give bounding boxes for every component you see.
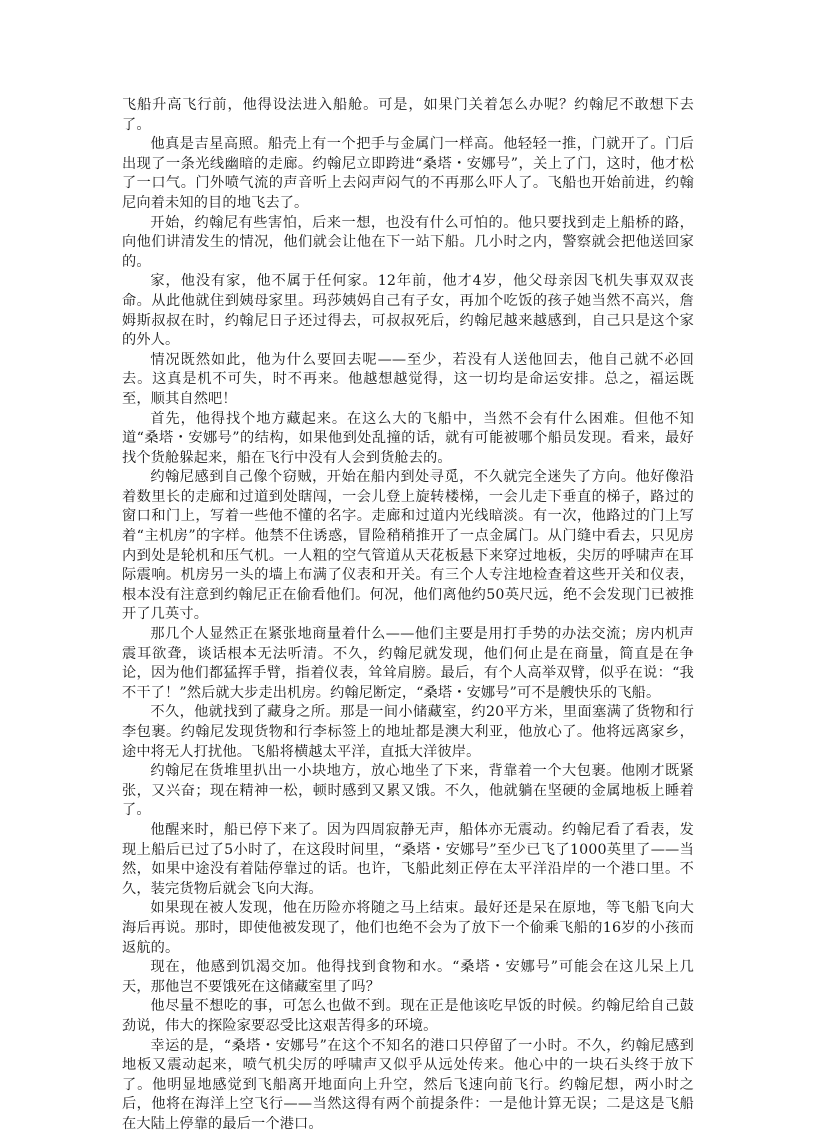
paragraph-5: 情况既然如此，他为什么要回去呢——至少，若没有人送他回去，他自己就不必回去。这真是机不可失，时不再来。他越想越觉得，这一切均是命运安排。总之，福运既至，顺其自然吧！ [122, 351, 694, 410]
paragraph-9: 不久，他就找到了藏身之所。那是一间小储藏室，约20平方米，里面塞满了货物和行李包裹。约翰尼发现货物和行李标签上的地址都是澳大利亚，他放心了。他将远离家乡，途中将无人打扰他。飞船将横越太平洋，直抵大洋彼岸。 [122, 703, 694, 762]
paragraph-3: 开始，约翰尼有些害怕，后来一想，也没有什么可怕的。他只要找到走上船桥的路，向他们讲清发生的情况，他们就会让他在下一站下船。几小时之内，警察就会把他送回家的。 [122, 214, 694, 273]
paragraph-1: 飞船升高飞行前，他得设法进入船舱。可是，如果门关着怎么办呢？约翰尼不敢想下去了。 [122, 96, 694, 135]
paragraph-15: 幸运的是，“桑塔・安娜号”在这个不知名的港口只停留了一小时。不久，约翰尼感到地板又震动起来，喷气机尖厉的呼啸声又似乎从远处传来。他心中的一块石头终于放下了。他明显地感觉到飞船离开地面向上升空，然后飞速向前飞行。约翰尼想，两小时之后，他将在海洋上空飞行——当然这得有两个前提条件：一是他计算无误；二是这是飞船在大陆上停靠的最后一个港口。 [122, 1037, 694, 1134]
paragraph-8: 那几个人显然正在紧张地商量着什么——他们主要是用打手势的办法交流；房内机声震耳欲聋，谈话根本无法听清。不久，约翰尼就发现，他们何止是在商量，简直是在争论，因为他们都猛挥手臂，指着仪表，耸耸肩膀。最后，有个人高举双臂，似乎在说：“我不干了！”然后就大步走出机房。约翰尼断定，“桑塔・安娜号”可不是艘快乐的飞船。 [122, 625, 694, 703]
paragraph-14: 他尽量不想吃的事，可怎么也做不到。现在正是他该吃早饭的时候。约翰尼给自己鼓劲说，伟大的探险家要忍受比这艰苦得多的环境。 [122, 997, 694, 1036]
paragraph-2: 他真是吉星高照。船壳上有一个把手与金属门一样高。他轻轻一推，门就开了。门后出现了一条光线幽暗的走廊。约翰尼立即跨进“桑塔・安娜号”，关上了门，这时，他才松了一口气。门外喷气流的声音听上去闷声闷气的不再那么吓人了。飞船也开始前进，约翰尼向着未知的目的地飞去了。 [122, 135, 694, 213]
paragraph-11: 他醒来时，船已停下来了。因为四周寂静无声，船体亦无震动。约翰尼看了看表，发现上船后已过了5小时了，在这段时间里，“桑塔・安娜号”至少已飞了1000英里了——当然，如果中途没有着陆停靠过的话。也许，飞船此刻正停在太平洋沿岸的一个港口里。不久，装完货物后就会飞向大海。 [122, 821, 694, 899]
paragraph-13: 现在，他感到饥渴交加。他得找到食物和水。“桑塔・安娜号”可能会在这儿呆上几天，那他岂不要饿死在这储藏室里了吗？ [122, 958, 694, 997]
paragraph-10: 约翰尼在货堆里扒出一小块地方，放心地坐了下来，背靠着一个大包裹。他刚才既紧张，又兴奋；现在精神一松，顿时感到又累又饿。不久，他就躺在坚硬的金属地板上睡着了。 [122, 762, 694, 821]
paragraph-12: 如果现在被人发现，他在历险亦将随之马上结束。最好还是呆在原地，等飞船飞向大海后再说。那时，即使他被发现了，他们也绝不会为了放下一个偷乘飞船的16岁的小孩而返航的。 [122, 899, 694, 958]
paragraph-4: 家，他没有家，他不属于任何家。12年前，他才4岁，他父母亲因飞机失事双双丧命。从此他就住到姨母家里。玛莎姨妈自己有子女，再加个吃饭的孩子她当然不高兴，詹姆斯叔叔在时，约翰尼日子还过得去，可叔叔死后，约翰尼越来越感到，自己只是这个家的外人。 [122, 272, 694, 350]
paragraph-7: 约翰尼感到自己像个窃贼，开始在船内到处寻觅，不久就完全迷失了方向。他好像沿着数里长的走廊和过道到处瞎闯，一会儿登上旋转楼梯，一会儿走下垂直的梯子，路过的窗口和门上，写着一些他不懂的名字。走廊和过道内光线暗淡。有一次，他路过的门上写着“主机房”的字样。他禁不住诱惑，冒险稍稍推开了一点金属门。从门缝中看去，只见房内到处是轮机和压气机。一人粗的空气管道从天花板悬下来穿过地板，尖厉的呼啸声在耳际震响。机房另一头的墙上布满了仪表和开关。有三个人专注地检查着这些开关和仪表，根本没有注意到约翰尼正在偷看他们。何况，他们离他约50英尺远，绝不会发现门已被推开了几英寸。 [122, 468, 694, 625]
paragraph-6: 首先，他得找个地方藏起来。在这么大的飞船中，当然不会有什么困难。但他不知道“桑塔・安娜号”的结构，如果他到处乱撞的话，就有可能被哪个船员发现。看来，最好找个货舱躲起来，船在飞行中没有人会到货舱去的。 [122, 410, 694, 469]
document-body [122, 96, 694, 1134]
